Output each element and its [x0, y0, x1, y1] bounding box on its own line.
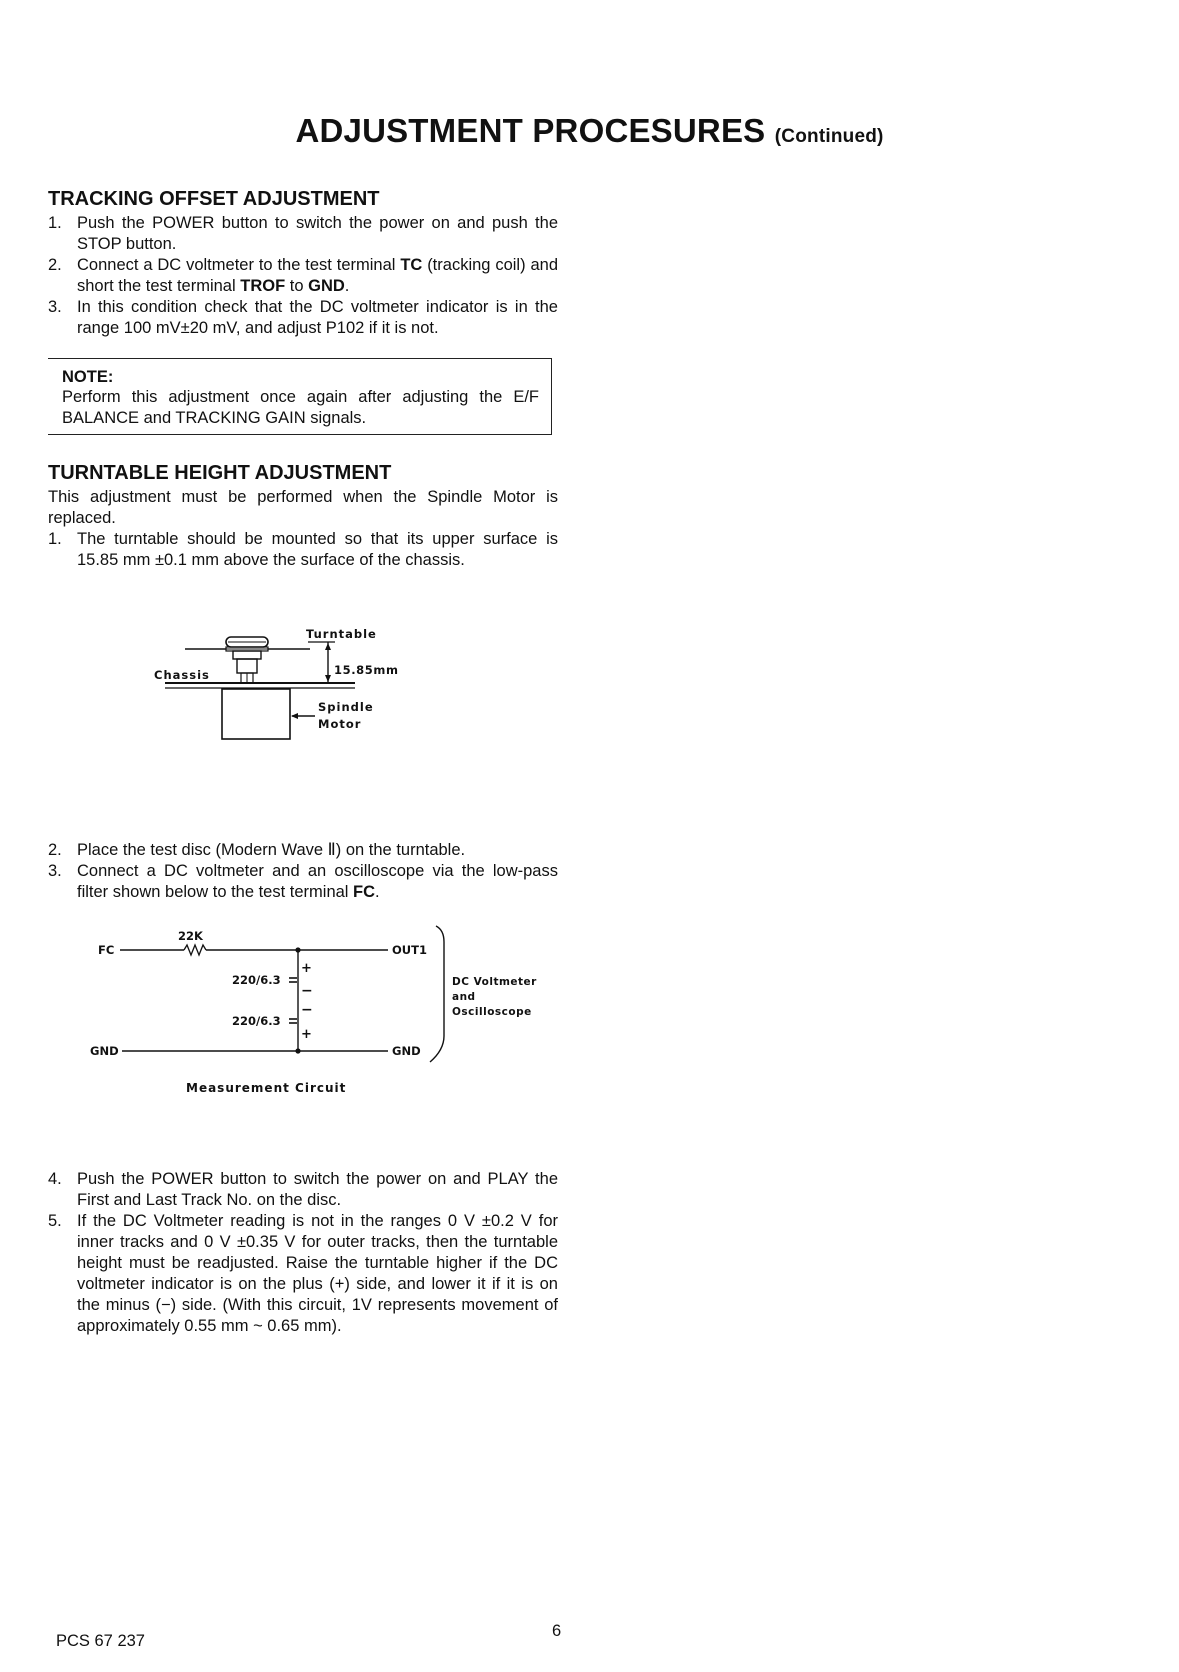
tracking-section — [48, 188, 558, 339]
gnd-right-label: GND — [392, 1044, 421, 1058]
chassis-label: Chassis — [154, 668, 210, 682]
cap1-label: 220/6.3 — [232, 973, 281, 987]
list-item: 3. Connect a DC voltmeter and an oscilloscope via the low-pass filter shown below to the test terminal FC. — [48, 862, 558, 901]
list-item: 5. If the DC Voltmeter reading is not in the ranges 0 V ±0.2 V for inner tracks and 0 V ±0.35 V for outer tracks, then the turntable height must be readjusted. Raise the turntable higher if the DC voltmeter indicator is on the plus (+) side, and lower it if it is on the minus (−) side. (With this circuit, 1V represents movement of approximately 0.55 mm ~ 0.65 mm). — [48, 1212, 558, 1335]
spindle-shaft — [237, 659, 257, 673]
meter-label-2: and — [452, 991, 476, 1003]
list-item: 2. Place the test disc (Modern Wave Ⅱ) on the turntable. — [48, 841, 466, 859]
turntable-diagram — [150, 605, 450, 755]
tracking-heading: TRACKING OFFSET ADJUSTMENT — [48, 188, 380, 210]
document-code: PCS 67 237 — [56, 1632, 145, 1650]
note-box — [48, 358, 552, 435]
height-label: 15.85mm — [334, 663, 399, 677]
tracking-steps — [48, 213, 558, 339]
title-sub: (Continued) — [774, 126, 884, 147]
turntable-section — [48, 462, 558, 571]
turntable-intro: This adjustment must be performed when the Spindle Motor is replaced. — [48, 488, 558, 527]
page-number: 6 — [552, 1622, 562, 1640]
turntable-steps-a — [48, 529, 558, 571]
final-steps — [48, 1169, 558, 1337]
cap2-plus: + — [301, 1027, 312, 1042]
title-main: ADJUSTMENT PROCESURES — [295, 112, 766, 149]
note-text: Perform this adjustment once again after adjusting the E/F BALANCE and TRACKING GAIN signals. — [62, 388, 539, 427]
cap2-label: 220/6.3 — [232, 1014, 281, 1028]
cap1-minus: − — [301, 983, 313, 999]
out1-label: OUT1 — [392, 943, 427, 957]
turntable-steps-b — [48, 840, 558, 903]
turntable-heading: TURNTABLE HEIGHT ADJUSTMENT — [48, 462, 392, 484]
spindle-label: Spindle — [318, 700, 374, 714]
resistor-label: 22K — [178, 929, 203, 943]
note-label: NOTE: — [62, 368, 114, 386]
cap2-minus: − — [301, 1002, 313, 1018]
resistor-22k — [184, 945, 206, 955]
motor-label: Motor — [318, 717, 362, 731]
measurement-circuit — [80, 918, 560, 1103]
fc-terminal-label: FC — [98, 943, 115, 957]
circuit-caption: Measurement Circuit — [186, 1081, 347, 1095]
list-item: 3. In this condition check that the DC voltmeter indicator is in the range 100 mV±20 mV, and adjust P102 if it is not. — [48, 298, 558, 337]
cap1-plus: + — [301, 961, 312, 976]
spindle-motor-box — [222, 689, 290, 739]
list-item: 4. Push the POWER button to switch the power on and PLAY the First and Last Track No. on the disc. — [48, 1170, 558, 1209]
meter-label-3: Oscilloscope — [452, 1006, 532, 1018]
list-item: 1. The turntable should be mounted so that its upper surface is 15.85 mm ±0.1 mm above the surface of the chassis. — [48, 530, 558, 569]
meter-label-1: DC Voltmeter — [452, 976, 537, 988]
list-item: 1. Push the POWER button to switch the power on and push the STOP button. — [48, 214, 558, 253]
output-brace — [430, 926, 444, 1062]
turntable-label: Turntable — [306, 627, 377, 641]
gnd-left-label: GND — [90, 1044, 119, 1058]
page-title — [0, 112, 1179, 150]
list-item: 2. Connect a DC voltmeter to the test terminal TC (tracking coil) and short the test terminal TROF to GND. — [48, 256, 558, 295]
